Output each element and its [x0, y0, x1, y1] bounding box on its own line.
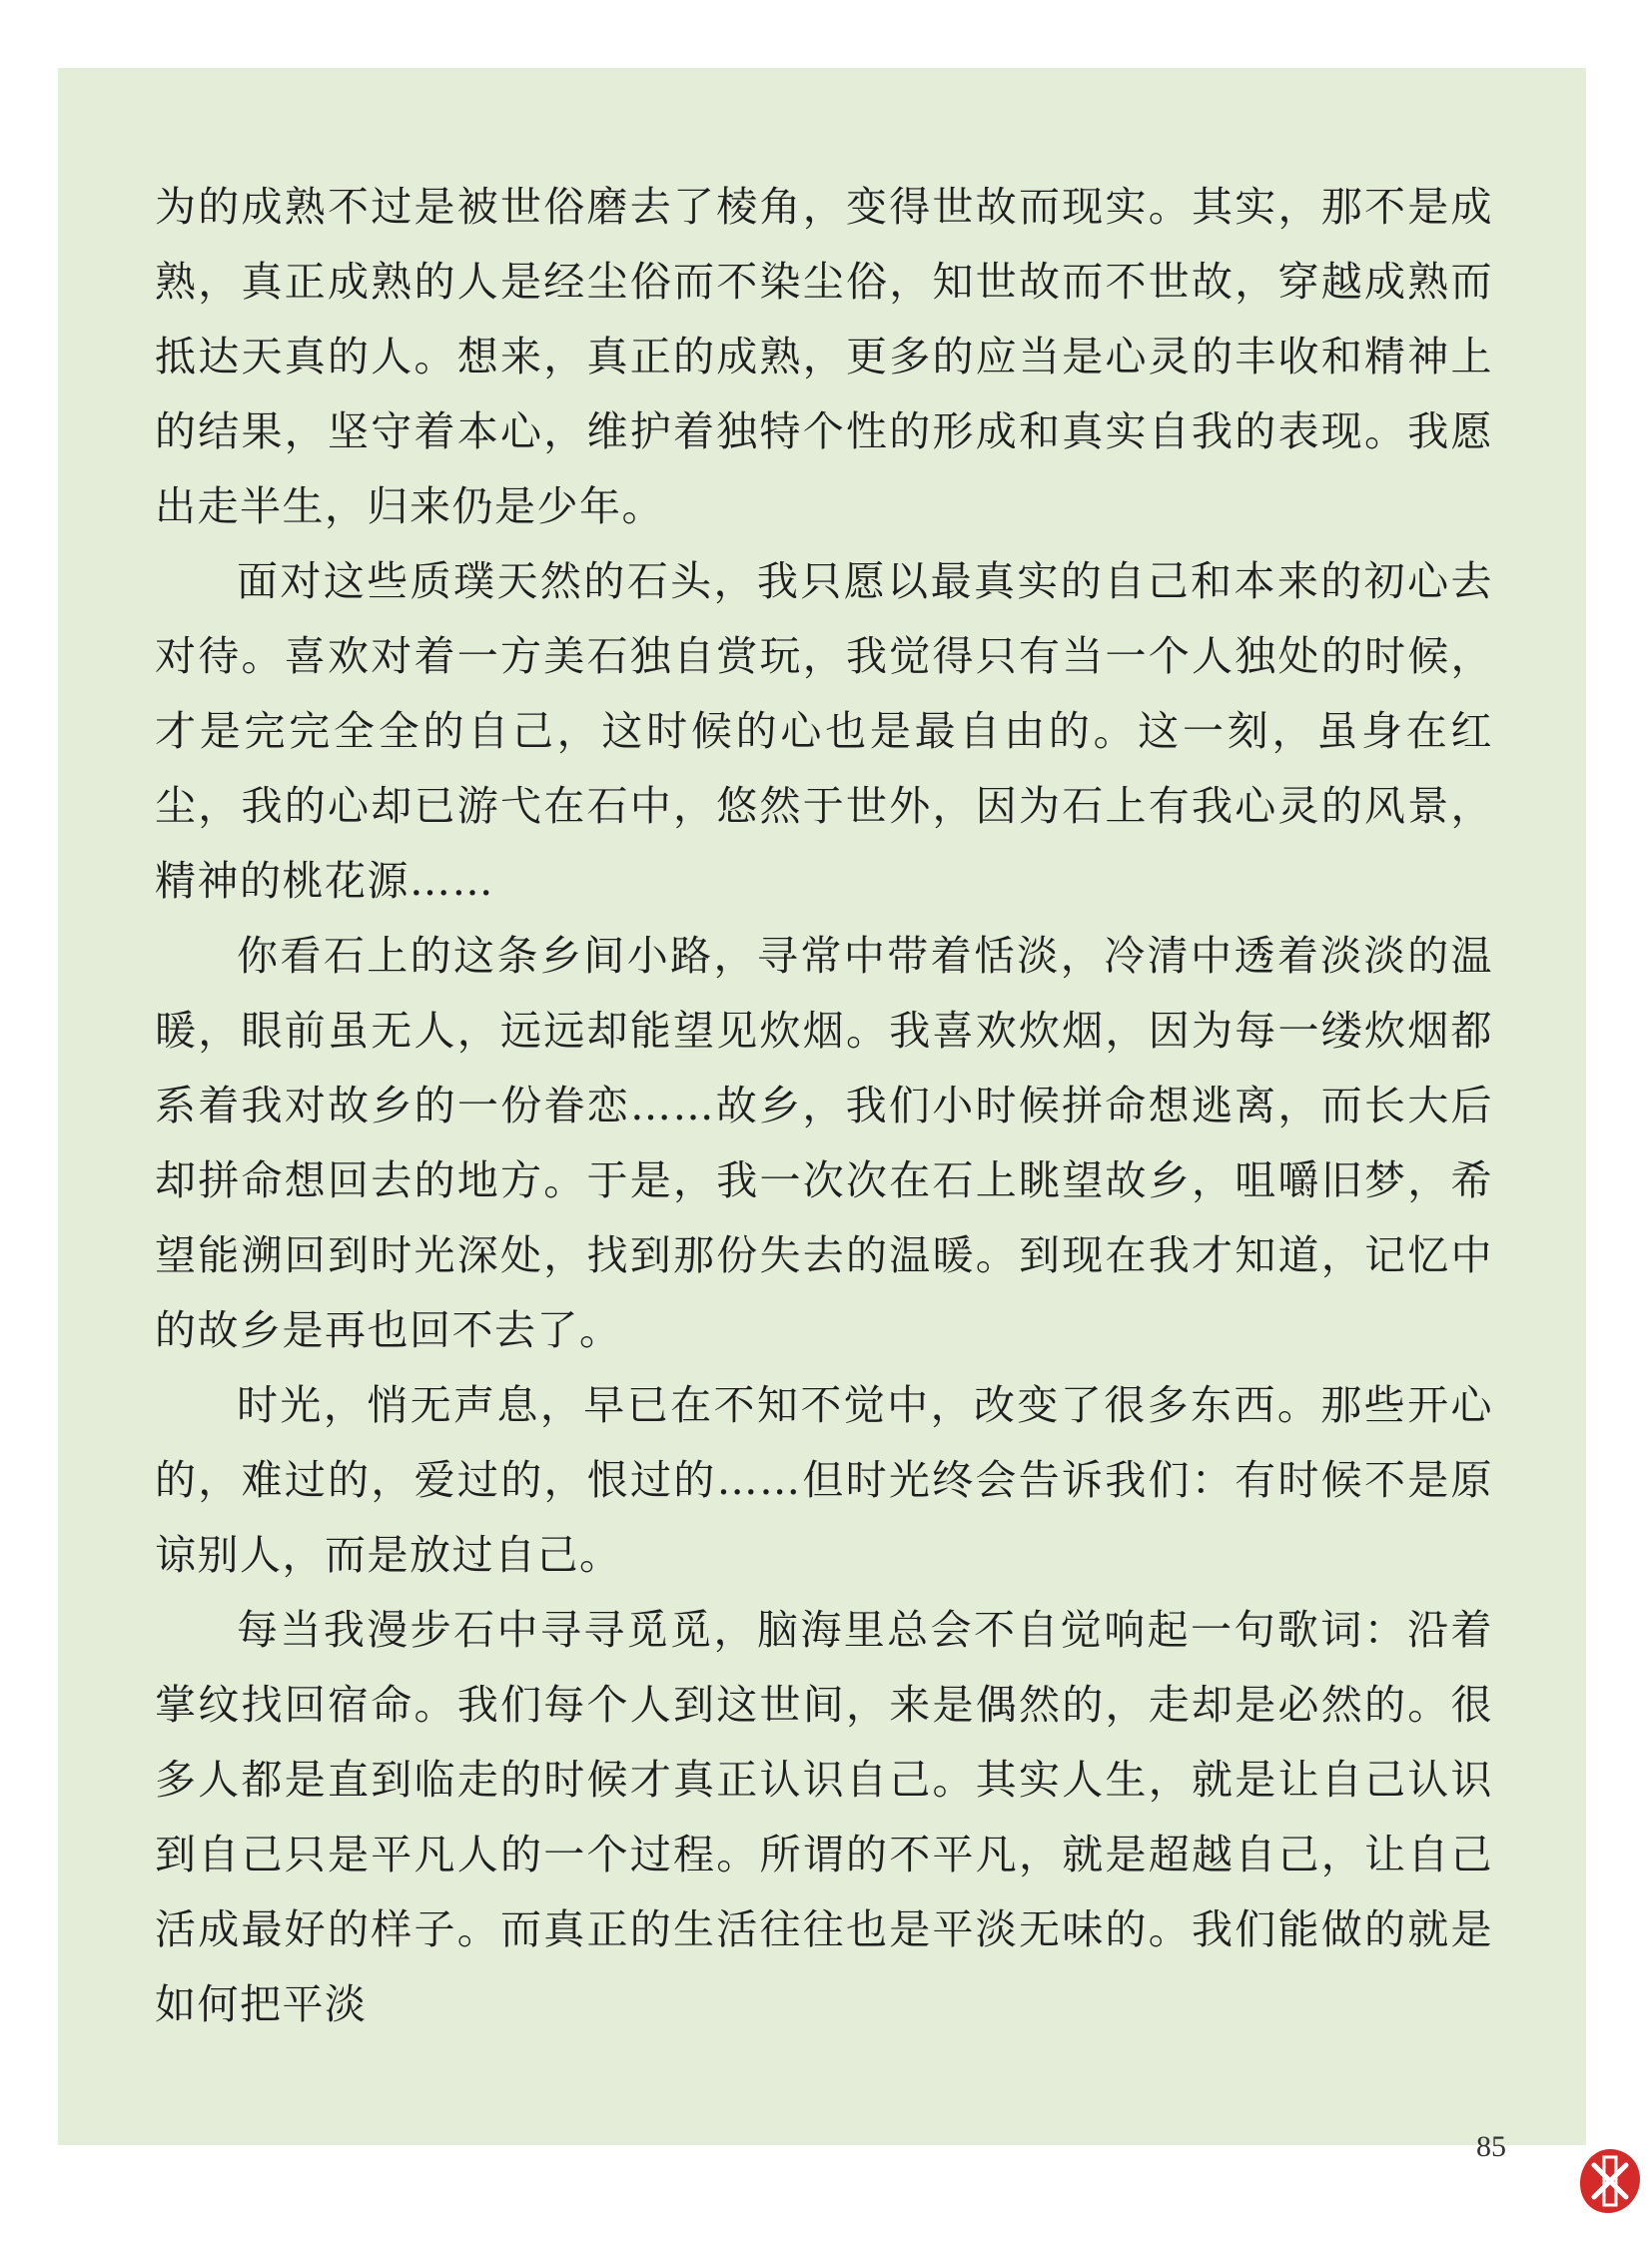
paragraph-5: 每当我漫步石中寻寻觅觅，脑海里总会不自觉响起一句歌词：沿着掌纹找回宿命。我们每个人到这世间，来是偶然的，走却是必然的。很多人都是直到临走的时候才真正认识自己。其实人生，就是让自己认识到自己只是平凡人的一个过程。所谓的不平凡，就是超越自己，让自己活成最好的样子。而真正的生活往往也是平淡无味的。我们能做的就是如何把平淡 — [155, 1606, 1493, 2028]
page-number: 85 — [1476, 2130, 1506, 2163]
site-logo-icon — [1574, 2145, 1646, 2217]
paragraph-3: 你看石上的这条乡间小路，寻常中带着恬淡，冷清中透着淡淡的温暖，眼前虽无人，远远却能望见炊烟。我喜欢炊烟，因为每一缕炊烟都系着我对故乡的一份眷恋……故乡，我们小时候拼命想逃离，而长大后却拼命想回去的地方。于是，我一次次在石上眺望故乡，咀嚼旧梦，希望能溯回到时光深处，找到那份失去的温暖。到现在我才知道，记忆中的故乡是再也回不去了。 — [155, 932, 1493, 1354]
paragraph-2: 面对这些质璞天然的石头，我只愿以最真实的自己和本来的初心去对待。喜欢对着一方美石独自赏玩，我觉得只有当一个人独处的时候，才是完完全全的自己，这时候的心也是最自由的。这一刻，虽身在红尘，我的心却已游弋在石中，悠然于世外，因为石上有我心灵的风景，精神的桃花源…… — [155, 557, 1493, 905]
article-body — [155, 170, 1493, 2042]
paragraph-1: 为的成熟不过是被世俗磨去了棱角，变得世故而现实。其实，那不是成熟，真正成熟的人是经尘俗而不染尘俗，知世故而不世故，穿越成熟而抵达天真的人。想来，真正的成熟，更多的应当是心灵的丰收和精神上的结果，坚守着本心，维护着独特个性的形成和真实自我的表现。我愿出走半生，归来仍是少年。 — [155, 183, 1493, 530]
paragraph-4: 时光，悄无声息，早已在不知不觉中，改变了很多东西。那些开心的，难过的，爱过的，恨过的……但时光终会告诉我们：有时候不是原谅别人，而是放过自己。 — [155, 1381, 1493, 1579]
